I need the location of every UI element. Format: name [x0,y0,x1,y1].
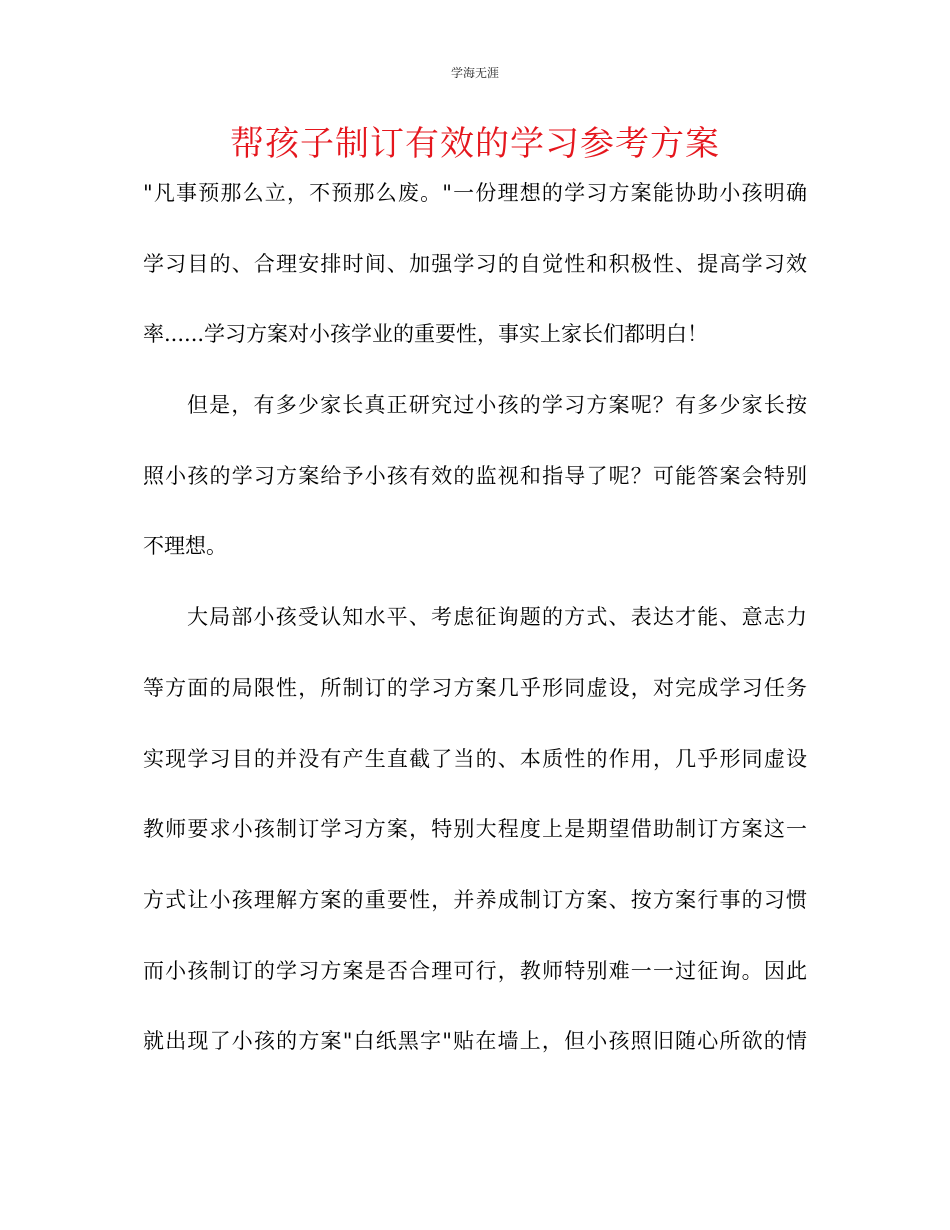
paragraph-line: 等方面的局限性，所制订的学习方案几乎形同虚设，对完成学习任务 [143,675,807,700]
paragraph-line: 就出现了小孩的方案"白纸黑字"贴在墙上，但小孩照旧随心所欲的情 [143,1029,807,1054]
paragraph-line: 照小孩的学习方案给予小孩有效的监视和指导了呢？可能答案会特别 [143,463,807,488]
page-header: 学海无涯 [450,66,499,80]
paragraph-line: 但是，有多少家长真正研究过小孩的学习方案呢？有多少家长按 [187,393,807,418]
paragraph-line: "凡事预那么立，不预那么废。"一份理想的学习方案能协助小孩明确 [143,181,807,205]
paragraph-line: 率......学习方案对小孩学业的重要性，事实上家长们都明白！ [143,322,709,347]
paragraph-line: 教师要求小孩制订学习方案，特别大程度上是期望借助制订方案这一 [143,817,807,842]
paragraph-line: 学习目的、合理安排时间、加强学习的自觉性和积极性、提高学习效 [143,251,807,276]
paragraph-line: 大局部小孩受认知水平、考虑征询题的方式、表达才能、意志力 [187,605,807,630]
paragraph-line: 不理想。 [143,534,227,559]
document-title: 帮孩子制订有效的学习参考方案 [230,124,720,164]
document-body [143,170,807,1089]
paragraph-line: 方式让小孩理解方案的重要性，并养成制订方案、按方案行事的习惯 [143,887,807,912]
paragraph-line: 而小孩制订的学习方案是否合理可行，教师特别难一一过征询。因此 [143,958,807,983]
paragraph-line: 实现学习目的并没有产生直截了当的、本质性的作用，几乎形同虚设 [143,746,807,771]
